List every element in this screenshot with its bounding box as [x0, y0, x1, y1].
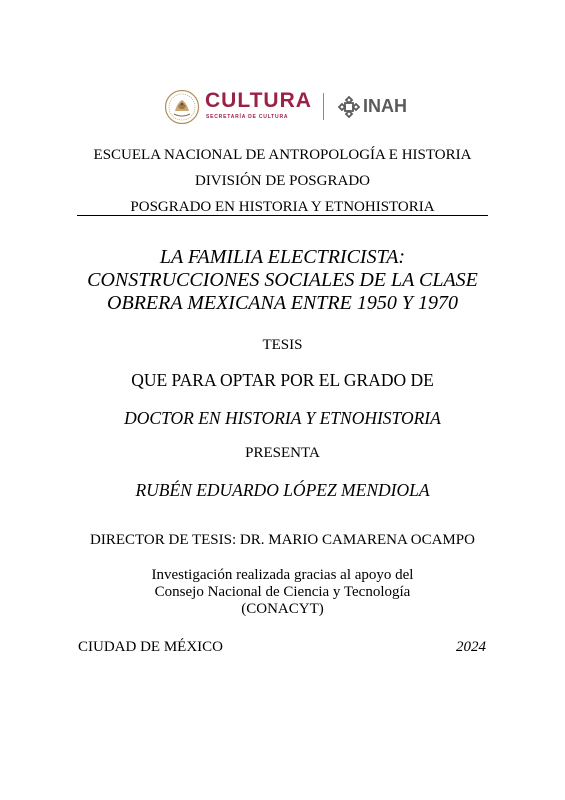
- document-type: TESIS: [262, 337, 303, 353]
- mexican-seal-icon: [164, 89, 200, 125]
- division-name: DIVISIÓN DE POSGRADO: [194, 173, 370, 189]
- thesis-title-line-2: CONSTRUCCIONES SOCIALES DE LA CLASE: [87, 269, 478, 291]
- degree-purpose: QUE PARA OPTAR POR EL GRADO DE: [131, 370, 434, 390]
- inah-logo-text: INAH: [363, 96, 407, 116]
- funding-line-3: (CONACYT): [241, 601, 324, 617]
- cultura-logo-text: CULTURA: [205, 89, 312, 112]
- degree-name: DOCTOR EN HISTORIA Y ETNOHISTORIA: [124, 408, 441, 428]
- thesis-title-line-1: LA FAMILIA ELECTRICISTA:: [159, 246, 406, 268]
- presents-label: PRESENTA: [245, 445, 320, 461]
- inah-emblem-icon: [337, 95, 361, 119]
- cultura-logo-subtitle: SECRETARÍA DE CULTURA: [206, 114, 289, 120]
- program-name: POSGRADO EN HISTORIA Y ETNOHISTORIA: [130, 199, 435, 215]
- year-label: 2024: [456, 639, 486, 655]
- school-name: ESCUELA NACIONAL DE ANTROPOLOGÍA E HISTORIA: [93, 147, 472, 163]
- city-label: CIUDAD DE MÉXICO: [78, 639, 223, 655]
- logo-bar: [0, 88, 565, 128]
- header-rule: [77, 215, 488, 216]
- logo-divider: [323, 93, 324, 120]
- thesis-director: DIRECTOR DE TESIS: DR. MARIO CAMARENA OCAMPO: [90, 532, 475, 548]
- author-name: RUBÉN EDUARDO LÓPEZ MENDIOLA: [135, 480, 430, 500]
- thesis-title-line-3: OBRERA MEXICANA ENTRE 1950 Y 1970: [107, 292, 458, 314]
- funding-line-2: Consejo Nacional de Ciencia y Tecnología: [154, 584, 411, 600]
- funding-line-1: Investigación realizada gracias al apoyo del: [151, 567, 414, 583]
